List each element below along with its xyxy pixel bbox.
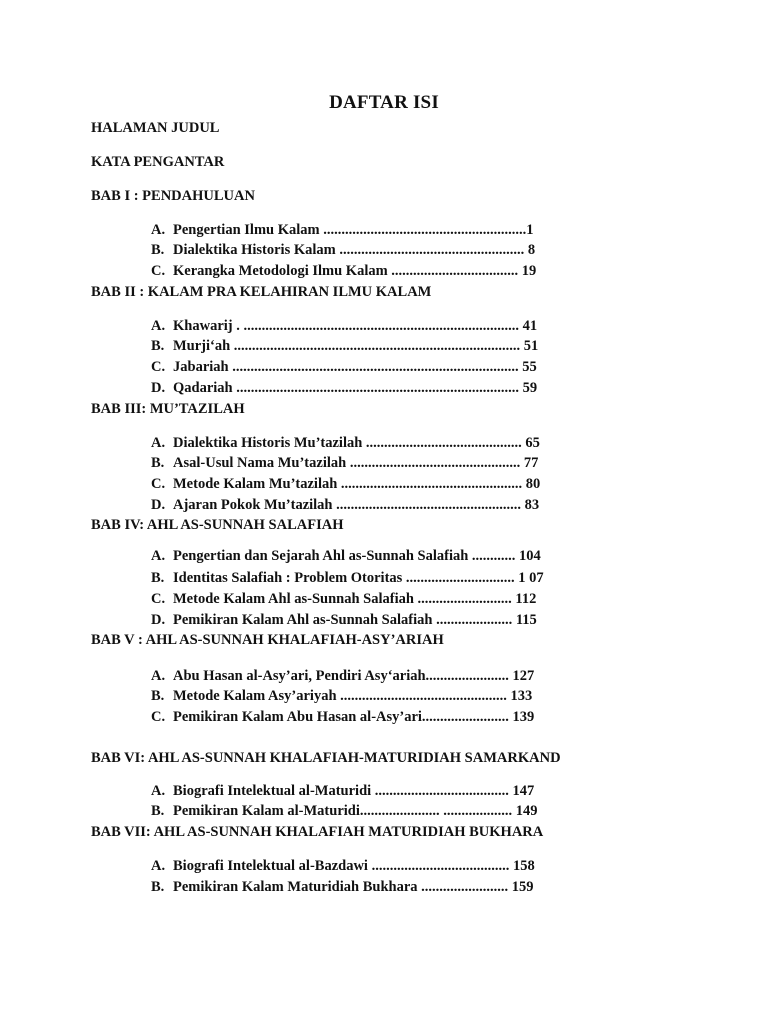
toc-entry-text: Biografi Intelektual al-Bazdawi ...................................... 158 [173, 858, 535, 874]
toc-chapter-heading: BAB IV: AHL AS-SUNNAH SALAFIAH [91, 517, 344, 533]
toc-entry-letter: D. [151, 612, 166, 628]
toc-entry-letter: C. [151, 591, 166, 607]
toc-entry [151, 611, 537, 629]
toc-entry-text: Jabariah ............................................................................... 55 [173, 359, 537, 375]
toc-entry-letter: A. [151, 548, 166, 564]
toc-entry-text: Biografi Intelektual al-Maturidi ..................................... 147 [173, 783, 535, 799]
toc-entry [151, 782, 534, 800]
toc-chapter-heading: BAB VII: AHL AS-SUNNAH KHALAFIAH MATURIDIAH BUKHARA [91, 824, 544, 840]
toc-entry [151, 708, 534, 726]
toc-chapter-heading: BAB I : PENDAHULUAN [91, 188, 255, 204]
toc-entry [151, 241, 535, 259]
toc-entry [151, 337, 538, 355]
toc-entry-text: Dialektika Historis Mu’tazilah ........................................... 65 [173, 435, 540, 451]
toc-entry-text: Metode Kalam Mu’tazilah .................................................. 80 [173, 476, 541, 492]
toc-entry-text: Identitas Salafiah : Problem Otoritas .............................. 1 07 [173, 570, 544, 586]
toc-entry-letter: C. [151, 263, 166, 279]
toc-entry-letter: A. [151, 318, 166, 334]
toc-entry-letter: B. [151, 688, 165, 704]
toc-entry-letter: B. [151, 338, 165, 354]
toc-entry-letter: C. [151, 709, 166, 725]
toc-entry [151, 358, 537, 376]
toc-chapter-heading: BAB V : AHL AS-SUNNAH KHALAFIAH-ASY’ARIAH [91, 632, 444, 648]
toc-entry-letter: D. [151, 497, 166, 513]
toc-entry-letter: D. [151, 380, 166, 396]
toc-entry-text: Qadariah .............................................................................. 59 [173, 380, 538, 396]
toc-entry [151, 878, 534, 896]
toc-entry-letter: A. [151, 222, 166, 238]
toc-entry [151, 262, 536, 280]
toc-chapter-heading: BAB VI: AHL AS-SUNNAH KHALAFIAH-MATURIDIAH SAMARKAND [91, 750, 561, 766]
toc-chapter-heading: KATA PENGANTAR [91, 154, 225, 170]
toc-entry-letter: B. [151, 455, 165, 471]
toc-entry-text: Pengertian dan Sejarah Ahl as-Sunnah Salafiah ............ 104 [173, 548, 541, 564]
toc-entry-text: Kerangka Metodologi Ilmu Kalam ................................... 19 [173, 263, 537, 279]
toc-entry [151, 496, 539, 514]
toc-entry-text: Pemikiran Kalam Maturidiah Bukhara ........................ 159 [173, 879, 534, 895]
toc-entry [151, 475, 540, 493]
toc-entry [151, 379, 537, 397]
toc-entry-letter: B. [151, 803, 165, 819]
toc-chapter-heading: BAB III: MU’TAZILAH [91, 401, 245, 417]
toc-chapter-heading: BAB II : KALAM PRA KELAHIRAN ILMU KALAM [91, 284, 432, 300]
toc-entry [151, 547, 541, 565]
toc-entry [151, 569, 544, 587]
toc-entry [151, 802, 538, 820]
toc-entry-letter: C. [151, 359, 166, 375]
toc-entry-letter: A. [151, 783, 166, 799]
toc-entry-letter: A. [151, 668, 166, 684]
toc-entry [151, 221, 533, 239]
toc-entry-letter: C. [151, 476, 166, 492]
toc-entry [151, 434, 540, 452]
toc-entry [151, 667, 534, 685]
toc-entry-text: Ajaran Pokok Mu’tazilah ................................................... 83 [173, 497, 540, 513]
toc-entry-text: Pemikiran Kalam Ahl as-Sunnah Salafiah ..................... 115 [173, 612, 537, 628]
toc-entry-letter: A. [151, 435, 166, 451]
toc-entry-letter: B. [151, 879, 165, 895]
toc-entry-text: Metode Kalam Ahl as-Sunnah Salafiah .......................... 112 [173, 591, 537, 607]
toc-entry-text: Murji‘ah ............................................................................... 51 [173, 338, 539, 354]
toc-entry-letter: B. [151, 242, 165, 258]
toc-entry-text: Metode Kalam Asy’ariyah .............................................. 133 [173, 688, 533, 704]
toc-chapter-heading: HALAMAN JUDUL [91, 120, 220, 136]
toc-entry [151, 317, 537, 335]
toc-entry-text: Pengertian Ilmu Kalam ........................................................1 [173, 222, 534, 238]
toc-entry-text: Asal-Usul Nama Mu’tazilah ............................................... 77 [173, 455, 539, 471]
toc-entry-text: Pemikiran Kalam al-Maturidi...................... ................... 149 [173, 803, 538, 819]
toc-entry-text: Khawarij . ............................................................................ 41 [173, 318, 538, 334]
toc-entry [151, 590, 536, 608]
toc-entry-text: Pemikiran Kalam Abu Hasan al-Asy’ari........................ 139 [173, 709, 535, 725]
toc-entry-text: Abu Hasan al-Asy’ari, Pendiri Asy‘ariah....................... 127 [173, 668, 535, 684]
toc-entry-letter: B. [151, 570, 165, 586]
toc-entry-letter: A. [151, 858, 166, 874]
toc-entry [151, 857, 535, 875]
toc-entry-text: Dialektika Historis Kalam ................................................... 8 [173, 242, 536, 258]
toc-entry [151, 687, 532, 705]
page-title: DAFTAR ISI [329, 92, 439, 113]
toc-entry [151, 454, 538, 472]
